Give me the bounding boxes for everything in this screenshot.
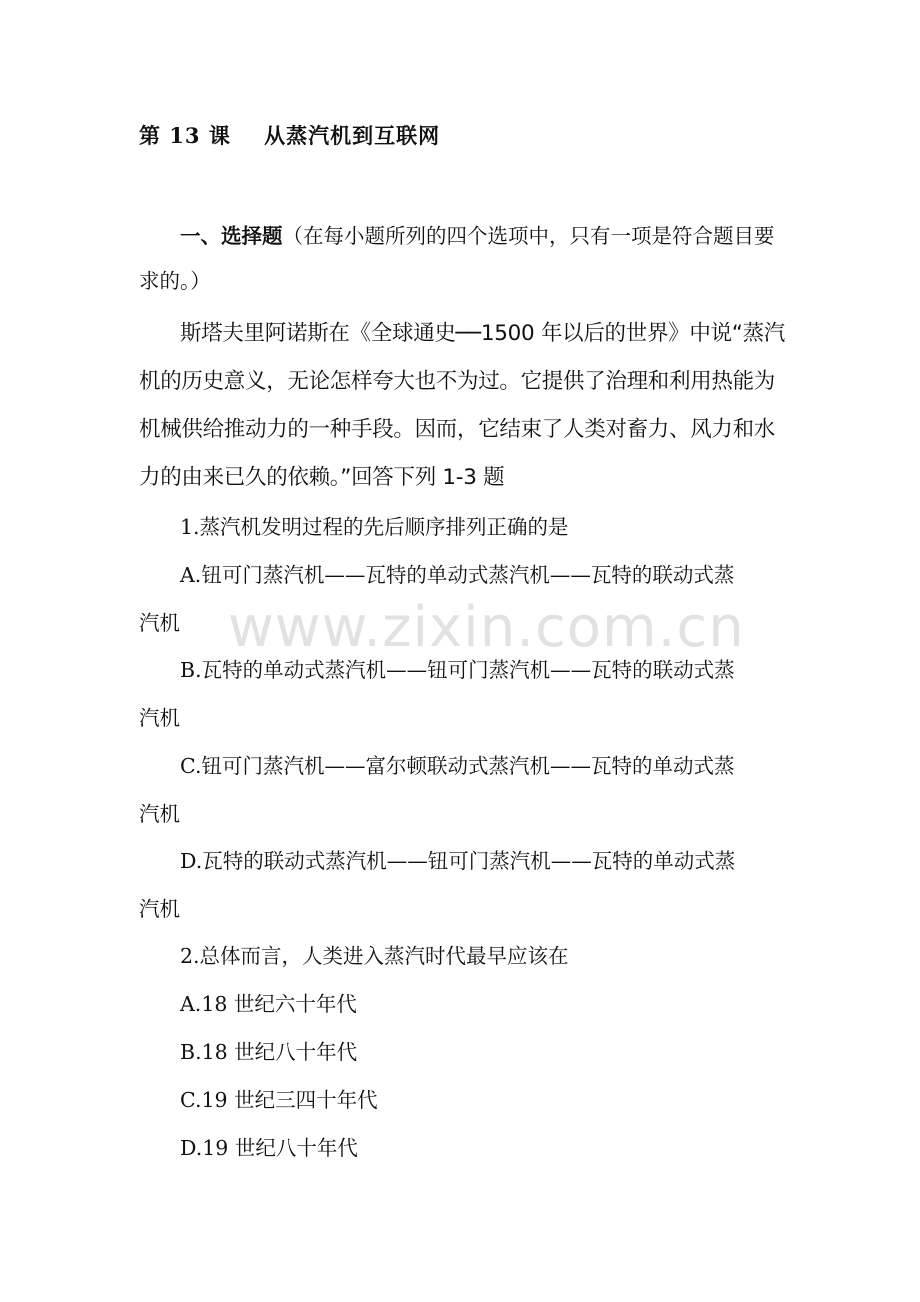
q1-option-c-cont: 汽机 <box>139 802 180 826</box>
q1-option-d: D.瓦特的联动式蒸汽机——钮可门蒸汽机——瓦特的单动式蒸 <box>180 849 736 873</box>
q2-option-c: C.19 世纪三四十年代 <box>180 1088 378 1112</box>
q1-option-a-cont: 汽机 <box>139 611 180 635</box>
section-header <box>139 214 789 304</box>
q2-option-d: D.19 世纪八十年代 <box>180 1136 358 1160</box>
lesson-title: 第 13 课 从蒸汽机到互联网 <box>139 123 441 148</box>
watermark: www.zixin.com.cn <box>228 595 745 660</box>
section-heading: 一、选择题 <box>180 224 283 248</box>
q1-option-b-cont: 汽机 <box>139 706 180 730</box>
q1-option-c: C.钮可门蒸汽机——富尔顿联动式蒸汽机——瓦特的单动式蒸 <box>180 754 735 778</box>
q1-option-a: A.钮可门蒸汽机——瓦特的单动式蒸汽机——瓦特的联动式蒸 <box>180 563 735 587</box>
question-1-stem: 1.蒸汽机发明过程的先后顺序排列正确的是 <box>180 515 569 539</box>
q2-option-b: B.18 世纪八十年代 <box>180 1040 358 1064</box>
q2-option-a: A.18 世纪六十年代 <box>180 992 357 1016</box>
section-instruction: （在每小题所列的四个选项中，只有一项是符合题目要求的。） <box>139 224 775 293</box>
q1-option-d-cont: 汽机 <box>139 897 180 921</box>
intro-paragraph: 斯塔夫里阿诺斯在《全球通史──1500 年以后的世界》中说“蒸汽机的历史意义，无论怎样夸大也不为过。它提供了治理和利用热能为机械供给推动力的一种手段。因而，它结束了人类对畜力、风力和水力的由来已久的依赖。”回答下列 1-3 题 <box>139 321 785 490</box>
question-2-stem: 2.总体而言，人类进入蒸汽时代最早应该在 <box>180 944 569 968</box>
q1-option-b: B.瓦特的单动式蒸汽机——钮可门蒸汽机——瓦特的联动式蒸 <box>180 658 735 682</box>
